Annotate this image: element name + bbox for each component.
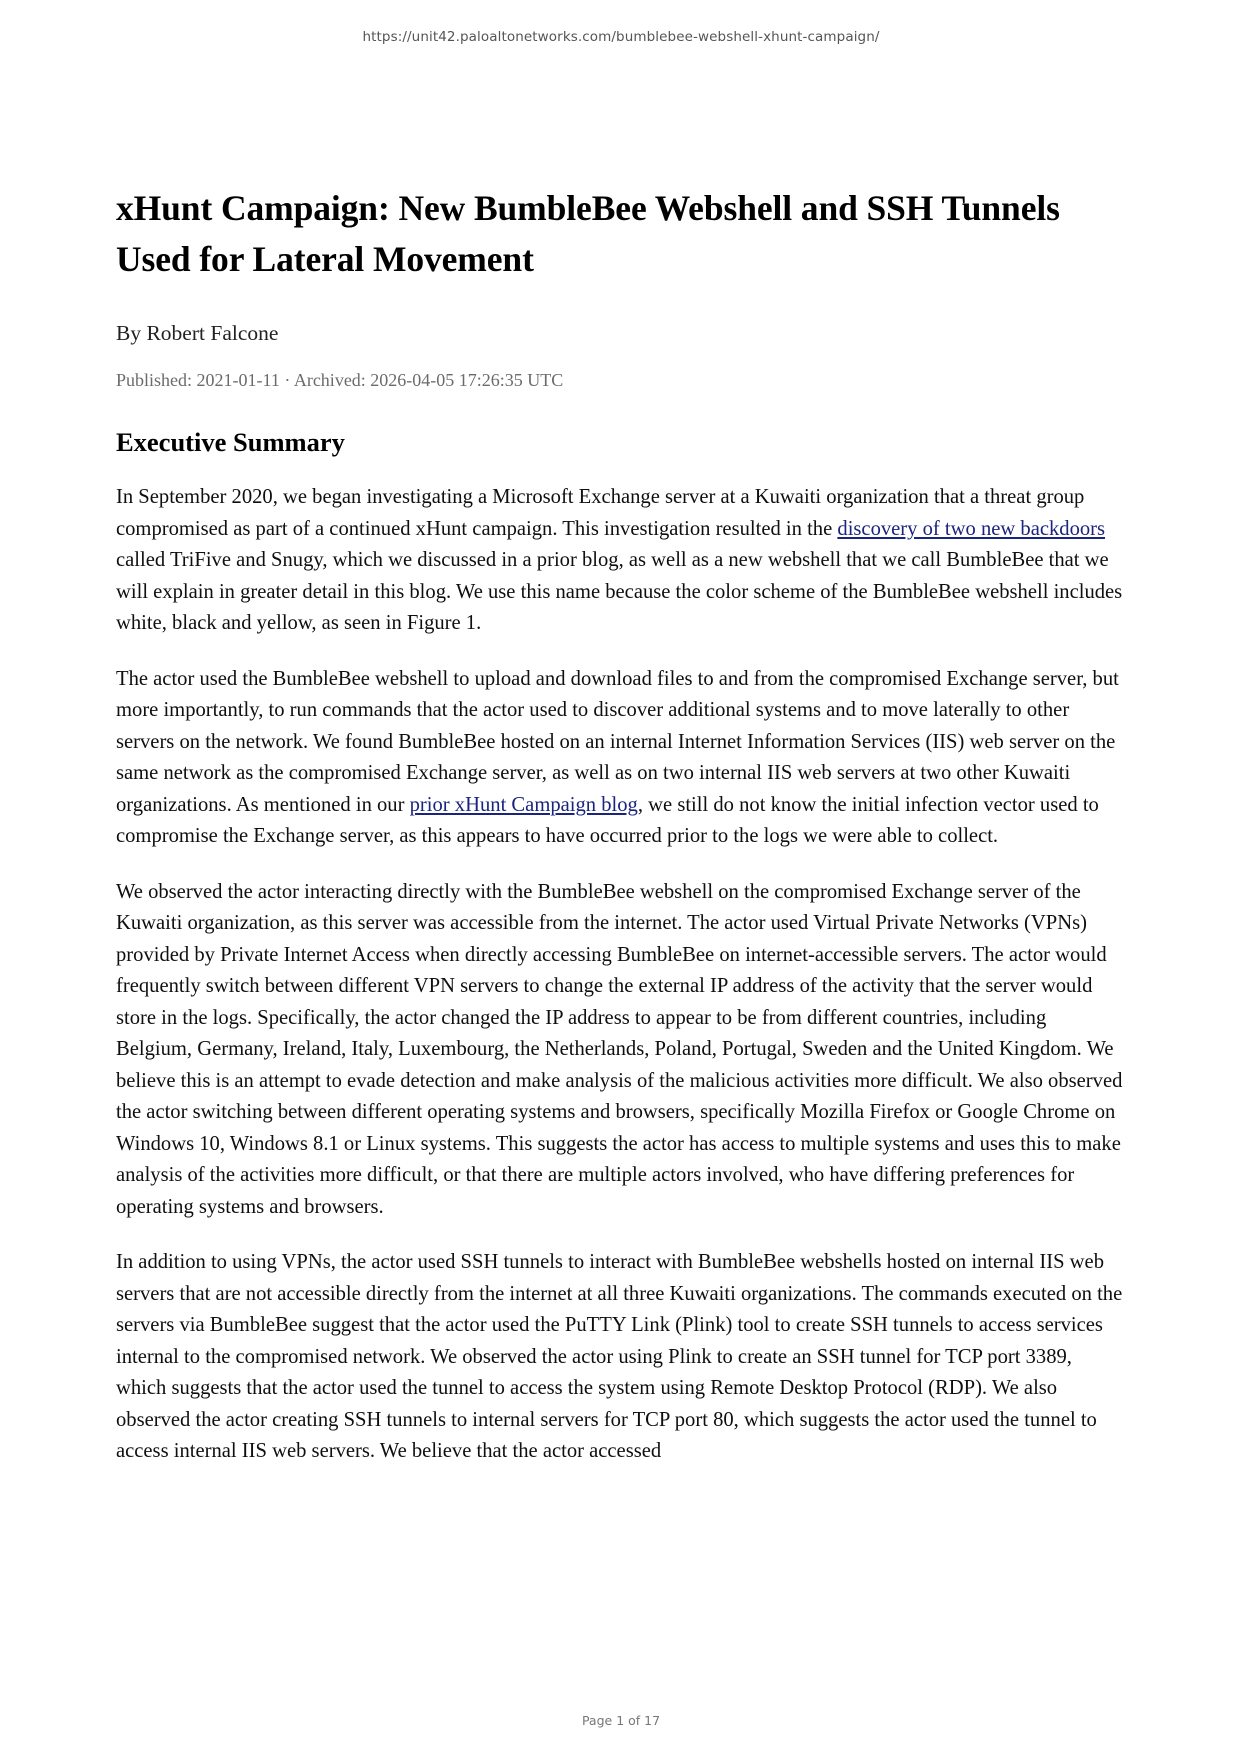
section-heading-executive-summary: Executive Summary	[116, 427, 345, 458]
paragraph-2-text-b: , we still do not know the initial infection vector used to compromise the Exchange server, as this appears to have occurred prior to the logs we were able to collect.	[116, 793, 1099, 848]
page-footer: Page 1 of 17	[581, 1713, 661, 1728]
page-title: xHunt Campaign: New BumbleBee Webshell and SSH Tunnels Used for Lateral Movement	[116, 188, 1060, 280]
paragraph-1-text-a: In September 2020, we began investigating a Microsoft Exchange server at a Kuwaiti organization that a threat group compromised as part of a continued xHunt campaign. This investigation resulted in the	[116, 486, 1085, 540]
source-url: https://unit42.paloaltonetworks.com/bumblebee-webshell-xhunt-campaign/	[362, 29, 880, 45]
paragraph-1	[116, 482, 1126, 640]
link-discovery-of-two-new-backdoors[interactable]: discovery of two new backdoors	[837, 517, 1106, 540]
article-meta: Published: 2021-01-11 · Archived: 2026-04-05 17:26:35 UTC	[116, 370, 564, 391]
article-content	[116, 45, 1126, 1468]
paragraph-1-text-b: called TriFive and Snugy, which we discussed in a prior blog, as well as a new webshell that we call BumbleBee that we will explain in greater detail in this blog. We use this name because the color scheme of the BumbleBee webshell includes white, black and yellow, as seen in Figure 1.	[116, 549, 1123, 635]
paragraph-3: We observed the actor interacting directly with the BumbleBee webshell on the compromised Exchange server of the Kuwaiti organization, as this server was accessible from the internet. The actor used Virtual Private Networks (VPNs) provided by Private Internet Access when directly accessing BumbleBee on internet-accessible servers. The actor would frequently switch between different VPN servers to change the external IP address of the activity that the server would store in the logs. Specifically, the actor changed the IP address to appear to be from different countries, including Belgium, Germany, Ireland, Italy, Luxembourg, the Netherlands, Poland, Portugal, Sweden and the United Kingdom. We believe this is an attempt to evade detection and make analysis of the malicious activities more difficult. We also observed the actor switching between different operating systems and browsers, specifically Mozilla Firefox or Google Chrome on Windows 10, Windows 8.1 or Linux systems. This suggests the actor has access to multiple systems and uses this to make analysis of the activities more difficult, or that there are multiple actors involved, who have differing preferences for operating systems and browsers.	[116, 880, 1123, 1218]
paragraph-2	[116, 664, 1126, 853]
paragraph-2-text-a: The actor used the BumbleBee webshell to upload and download files to and from the compromised Exchange server, but more importantly, to run commands that the actor used to discover additional systems and to move laterally to other servers on the network. We found BumbleBee hosted on an internal Internet Information Services (IIS) web server on the same network as the compromised Exchange server, as well as on two internal IIS web servers at two other Kuwaiti organizations. As mentioned in our	[116, 667, 1119, 816]
link-prior-xhunt-campaign-blog[interactable]: prior xHunt Campaign blog	[409, 793, 638, 816]
article-byline: By Robert Falcone	[116, 321, 279, 346]
paragraph-4: In addition to using VPNs, the actor used SSH tunnels to interact with BumbleBee webshells hosted on internal IIS web servers that are not accessible directly from the internet at all three Kuwaiti organizations. The commands executed on the servers via BumbleBee suggest that the actor used the PuTTY Link (Plink) tool to create SSH tunnels to access services internal to the compromised network. We observed the actor using Plink to create an SSH tunnel for TCP port 3389, which suggests that the actor used the tunnel to access the system using Remote Desktop Protocol (RDP). We also observed the actor creating SSH tunnels to internal servers for TCP port 80, which suggests the actor used the tunnel to access internal IIS web servers. We believe that the actor accessed	[116, 1251, 1123, 1463]
